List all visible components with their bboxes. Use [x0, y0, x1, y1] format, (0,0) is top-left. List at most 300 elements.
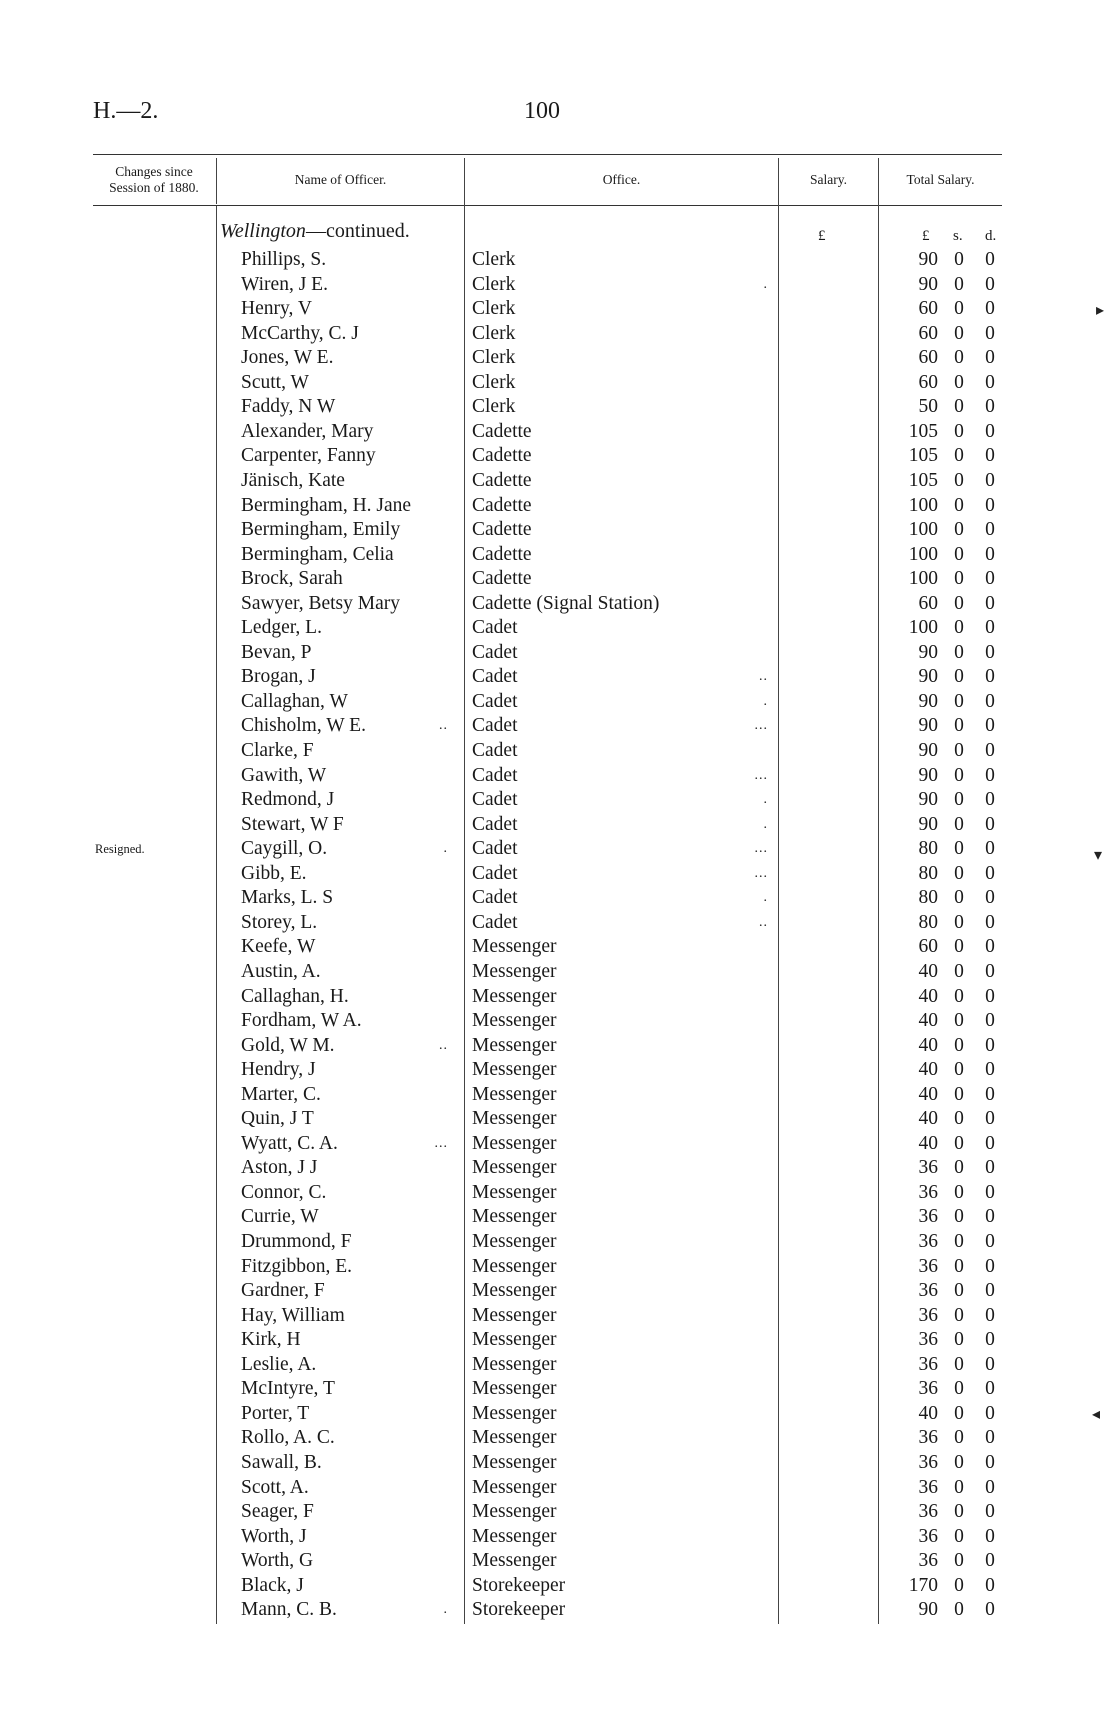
officer-name: Porter, T [241, 1402, 310, 1424]
office-title: Clerk [472, 347, 516, 369]
total-shillings: 0 [954, 862, 964, 884]
total-pounds: 40 [918, 1059, 938, 1081]
total-shillings: 0 [954, 911, 964, 933]
total-shillings: 0 [954, 273, 964, 295]
officer-name: McIntyre, T [241, 1378, 335, 1400]
total-pence: 0 [985, 641, 995, 663]
table-row [0, 1426, 1114, 1451]
margin-mark: ▸ [1096, 302, 1105, 319]
total-pounds: 36 [918, 1353, 938, 1375]
total-pence: 0 [985, 1501, 995, 1523]
officer-name: Bermingham, Celia [241, 543, 394, 565]
total-pounds: 36 [918, 1550, 938, 1572]
total-pence: 0 [985, 396, 995, 418]
section-heading [220, 220, 410, 243]
total-pounds: 40 [918, 960, 938, 982]
total-pence: 0 [985, 1402, 995, 1424]
office-title: Messenger [472, 1255, 557, 1277]
office-title: Messenger [472, 960, 557, 982]
officer-name: Chisholm, W E. [241, 715, 366, 737]
office-title: Storekeeper [472, 1574, 566, 1596]
total-shillings: 0 [954, 347, 964, 369]
total-pounds: 90 [918, 740, 938, 761]
total-pounds: 100 [908, 543, 938, 565]
office-title: Clerk [472, 298, 516, 320]
leader-dots: ... [754, 718, 768, 734]
total-pounds: 90 [918, 690, 938, 712]
total-shillings: 0 [954, 1501, 964, 1523]
total-pence: 0 [985, 1231, 995, 1252]
total-shillings: 0 [954, 1574, 964, 1596]
officer-name: Connor, C. [241, 1181, 327, 1203]
total-shillings: 0 [954, 789, 964, 811]
total-shillings: 0 [954, 1157, 964, 1179]
total-pence: 0 [985, 813, 995, 835]
leader-dots: ... [434, 1135, 448, 1151]
total-shillings: 0 [954, 1280, 964, 1302]
total-pence: 0 [985, 1157, 995, 1179]
office-title: Cadet [472, 740, 518, 761]
table-row [0, 494, 1114, 519]
office-title: Clerk [472, 322, 516, 344]
office-title: Cadette [472, 469, 532, 491]
total-pence: 0 [985, 887, 995, 909]
table-row [0, 788, 1114, 813]
officer-name: Fitzgibbon, E. [241, 1255, 353, 1277]
total-pounds: 90 [918, 764, 938, 786]
total-shillings: 0 [954, 1181, 964, 1203]
office-title: Messenger [472, 1034, 557, 1056]
total-pence: 0 [985, 298, 995, 320]
total-shillings: 0 [954, 838, 964, 860]
total-pence: 0 [985, 936, 995, 958]
office-title: Cadet [472, 690, 518, 712]
total-pounds: 90 [918, 273, 938, 295]
total-shillings: 0 [954, 1010, 964, 1032]
total-pounds: 36 [918, 1501, 938, 1523]
table-row [0, 813, 1114, 838]
total-shillings: 0 [954, 617, 964, 639]
table-row [0, 1525, 1114, 1550]
total-shillings: 0 [954, 764, 964, 786]
total-pence: 0 [985, 985, 995, 1007]
officer-name: Gibb, E. [241, 862, 307, 884]
office-title: Messenger [472, 1402, 557, 1424]
office-title: Messenger [472, 1501, 557, 1523]
total-pence: 0 [985, 1280, 995, 1302]
table-row [0, 592, 1114, 617]
office-title: Messenger [472, 1108, 557, 1130]
total-pounds: 40 [918, 985, 938, 1007]
total-shillings: 0 [954, 543, 964, 565]
leader-dots: ... [754, 767, 768, 783]
total-pounds: 40 [918, 1108, 938, 1130]
total-shillings: 0 [954, 1353, 964, 1375]
total-shillings: 0 [954, 1034, 964, 1056]
table-row [0, 1279, 1114, 1304]
total-unit-pence: d. [985, 228, 997, 244]
total-shillings: 0 [954, 592, 964, 614]
officer-name: Worth, J [241, 1525, 307, 1547]
table-row [0, 1598, 1114, 1623]
office-title: Clerk [472, 371, 516, 393]
table-row [0, 1083, 1114, 1108]
officer-name: Phillips, S. [241, 249, 327, 270]
officer-name: Fordham, W A. [241, 1010, 362, 1032]
total-pence: 0 [985, 911, 995, 933]
table-row [0, 935, 1114, 960]
total-shillings: 0 [954, 1132, 964, 1154]
office-title: Messenger [472, 1427, 557, 1449]
total-pence: 0 [985, 1353, 995, 1375]
leader-dots: . [443, 1602, 448, 1618]
total-shillings: 0 [954, 1427, 964, 1449]
total-pence: 0 [985, 249, 995, 270]
total-pounds: 40 [918, 1034, 938, 1056]
total-pounds: 36 [918, 1329, 938, 1351]
office-title: Messenger [472, 1353, 557, 1375]
total-pounds: 105 [908, 469, 938, 491]
office-title: Storekeeper [472, 1599, 566, 1621]
total-shillings: 0 [954, 445, 964, 467]
office-title: Messenger [472, 1059, 557, 1081]
total-pounds: 80 [918, 862, 938, 884]
officer-name: Alexander, Mary [241, 420, 374, 442]
total-pence: 0 [985, 838, 995, 860]
officer-name: Kirk, H [241, 1329, 301, 1351]
table-row [0, 1132, 1114, 1157]
leader-dots: . [763, 816, 768, 832]
office-title: Cadet [472, 887, 518, 909]
table-row [0, 1230, 1114, 1255]
total-shillings: 0 [954, 1402, 964, 1424]
total-pence: 0 [985, 273, 995, 295]
total-pounds: 170 [908, 1574, 938, 1596]
total-shillings: 0 [954, 322, 964, 344]
office-title: Messenger [472, 936, 557, 958]
office-title: Messenger [472, 1525, 557, 1547]
office-title: Cadet [472, 862, 518, 884]
total-shillings: 0 [954, 1108, 964, 1130]
table-row [0, 1353, 1114, 1378]
total-pounds: 36 [918, 1255, 938, 1277]
officer-name: Callaghan, W [241, 690, 348, 712]
officer-name: Bermingham, H. Jane [241, 494, 412, 516]
table-row [0, 518, 1114, 543]
total-shillings: 0 [954, 960, 964, 982]
leader-dots: . [763, 276, 768, 292]
table-row [0, 248, 1114, 273]
total-shillings: 0 [954, 813, 964, 835]
office-title: Messenger [472, 1206, 557, 1228]
total-pounds: 50 [918, 396, 938, 418]
total-pounds: 100 [908, 617, 938, 639]
officer-name: Leslie, A. [241, 1353, 317, 1375]
table-row [0, 1377, 1114, 1402]
office-title: Messenger [472, 1280, 557, 1302]
total-pence: 0 [985, 1550, 995, 1572]
office-title: Cadet [472, 715, 518, 737]
officer-name: Bermingham, Emily [241, 519, 401, 541]
table-row [0, 616, 1114, 641]
officer-name: Carpenter, Fanny [241, 445, 376, 467]
table-row [0, 567, 1114, 592]
total-shillings: 0 [954, 1059, 964, 1081]
total-shillings: 0 [954, 298, 964, 320]
officer-name: Marter, C. [241, 1083, 321, 1105]
table-row [0, 862, 1114, 887]
table-row [0, 739, 1114, 764]
document-reference: H.—2. [93, 98, 159, 124]
office-title: Cadet [472, 641, 518, 663]
table-row [0, 273, 1114, 298]
table-row [0, 1058, 1114, 1083]
officer-name: Black, J [241, 1574, 304, 1596]
office-title: Messenger [472, 985, 557, 1007]
officer-name: Storey, L. [241, 911, 318, 933]
total-shillings: 0 [954, 715, 964, 737]
total-pence: 0 [985, 1132, 995, 1154]
office-title: Cadette [472, 568, 532, 590]
officer-name: Rollo, A. C. [241, 1427, 335, 1449]
total-pence: 0 [985, 715, 995, 737]
total-pence: 0 [985, 322, 995, 344]
total-pounds: 36 [918, 1181, 938, 1203]
officer-name: Scott, A. [241, 1476, 309, 1498]
table-row [0, 911, 1114, 936]
total-pounds: 100 [908, 568, 938, 590]
table-row [0, 837, 1114, 862]
officer-name: Jones, W E. [241, 347, 334, 369]
total-pence: 0 [985, 1083, 995, 1105]
officer-name: Scutt, W [241, 371, 309, 393]
total-shillings: 0 [954, 690, 964, 712]
total-pence: 0 [985, 1476, 995, 1498]
salary-unit-pound: £ [818, 228, 826, 244]
total-pence: 0 [985, 740, 995, 761]
leader-dots: .. [439, 1037, 448, 1053]
total-pounds: 36 [918, 1378, 938, 1400]
office-title: Cadet [472, 789, 518, 811]
leader-dots: . [763, 792, 768, 808]
total-pounds: 36 [918, 1304, 938, 1326]
office-title: Cadette (Signal Station) [472, 592, 660, 614]
table-row [0, 714, 1114, 739]
officer-name: Mann, C. B. [241, 1599, 337, 1621]
total-shillings: 0 [954, 1599, 964, 1621]
officer-name: Caygill, O. [241, 838, 328, 860]
total-pounds: 100 [908, 494, 938, 516]
total-pounds: 100 [908, 519, 938, 541]
total-pence: 0 [985, 617, 995, 639]
office-title: Cadette [472, 494, 532, 516]
office-title: Messenger [472, 1157, 557, 1179]
total-shillings: 0 [954, 519, 964, 541]
office-title: Messenger [472, 1378, 557, 1400]
officer-name: Redmond, J [241, 789, 335, 811]
total-shillings: 0 [954, 1206, 964, 1228]
officer-name: Hay, William [241, 1304, 345, 1326]
officer-name: Keefe, W [241, 936, 316, 958]
total-shillings: 0 [954, 1451, 964, 1473]
total-shillings: 0 [954, 1476, 964, 1498]
leader-dots: .. [759, 669, 768, 685]
table-row [0, 395, 1114, 420]
table-row [0, 1402, 1114, 1427]
office-title: Cadet [472, 911, 518, 933]
table-row [0, 444, 1114, 469]
officer-name: Marks, L. S [241, 887, 334, 909]
total-pence: 0 [985, 1255, 995, 1277]
table-top-rule [93, 154, 1002, 155]
officer-name: Drummond, F [241, 1231, 352, 1252]
section-place: Wellington [220, 220, 306, 242]
total-pence: 0 [985, 543, 995, 565]
officer-name: Worth, G [241, 1550, 314, 1572]
officer-name: Hendry, J [241, 1059, 316, 1081]
total-pounds: 36 [918, 1451, 938, 1473]
total-pounds: 36 [918, 1206, 938, 1228]
office-title: Clerk [472, 273, 516, 295]
total-pounds: 105 [908, 420, 938, 442]
total-pence: 0 [985, 420, 995, 442]
table-row [0, 1549, 1114, 1574]
officer-name: Austin, A. [241, 960, 321, 982]
table-row [0, 1034, 1114, 1059]
office-title: Messenger [472, 1550, 557, 1572]
officer-name: McCarthy, C. J [241, 322, 359, 344]
office-title: Messenger [472, 1451, 557, 1473]
office-title: Messenger [472, 1476, 557, 1498]
total-shillings: 0 [954, 469, 964, 491]
office-title: Messenger [472, 1231, 557, 1252]
officer-name: Callaghan, H. [241, 985, 349, 1007]
officer-name: Wyatt, C. A. [241, 1132, 338, 1154]
total-pence: 0 [985, 1206, 995, 1228]
column-header-changes-line1: Changes since [115, 164, 193, 179]
officer-name: Jänisch, Kate [241, 469, 345, 491]
total-pounds: 40 [918, 1402, 938, 1424]
officer-name: Faddy, N W [241, 396, 336, 418]
total-pence: 0 [985, 592, 995, 614]
officer-name: Wiren, J E. [241, 273, 328, 295]
total-pence: 0 [985, 666, 995, 688]
total-pounds: 60 [918, 298, 938, 320]
total-pence: 0 [985, 764, 995, 786]
table-row [0, 1500, 1114, 1525]
leader-dots: . [763, 693, 768, 709]
change-note: Resigned. [95, 842, 145, 857]
table-row [0, 346, 1114, 371]
total-shillings: 0 [954, 1525, 964, 1547]
total-pounds: 90 [918, 1599, 938, 1621]
table-row [0, 886, 1114, 911]
table-row [0, 764, 1114, 789]
total-unit-shillings: s. [953, 228, 963, 244]
total-pounds: 90 [918, 249, 938, 270]
office-title: Cadet [472, 764, 518, 786]
officer-name: Ledger, L. [241, 617, 322, 639]
office-title: Messenger [472, 1083, 557, 1105]
table-row [0, 297, 1114, 322]
total-pounds: 90 [918, 813, 938, 835]
table-row [0, 1181, 1114, 1206]
total-pounds: 60 [918, 347, 938, 369]
table-row [0, 1107, 1114, 1132]
total-shillings: 0 [954, 1378, 964, 1400]
leader-dots: ... [754, 865, 768, 881]
total-pounds: 80 [918, 838, 938, 860]
table-row [0, 322, 1114, 347]
total-pounds: 40 [918, 1083, 938, 1105]
leader-dots: . [443, 841, 448, 857]
total-pence: 0 [985, 690, 995, 712]
total-pounds: 36 [918, 1427, 938, 1449]
total-pounds: 60 [918, 322, 938, 344]
total-pence: 0 [985, 568, 995, 590]
total-pence: 0 [985, 1574, 995, 1596]
total-pounds: 36 [918, 1231, 938, 1252]
total-shillings: 0 [954, 666, 964, 688]
column-header-salary: Salary. [810, 172, 847, 187]
total-pounds: 36 [918, 1476, 938, 1498]
officer-name: Brock, Sarah [241, 568, 343, 590]
total-shillings: 0 [954, 249, 964, 270]
officer-name: Sawyer, Betsy Mary [241, 592, 400, 614]
officer-name: Gardner, F [241, 1280, 325, 1302]
total-shillings: 0 [954, 1255, 964, 1277]
office-title: Cadette [472, 543, 532, 565]
total-pence: 0 [985, 1599, 995, 1621]
total-shillings: 0 [954, 985, 964, 1007]
leader-dots: .. [759, 914, 768, 930]
office-title: Messenger [472, 1329, 557, 1351]
officer-name: Gawith, W [241, 764, 327, 786]
officer-name: Brogan, J [241, 666, 316, 688]
page-number: 100 [524, 98, 560, 124]
total-pence: 0 [985, 862, 995, 884]
total-shillings: 0 [954, 396, 964, 418]
total-pounds: 90 [918, 789, 938, 811]
table-row [0, 665, 1114, 690]
total-shillings: 0 [954, 887, 964, 909]
total-pounds: 90 [918, 641, 938, 663]
total-pence: 0 [985, 1010, 995, 1032]
leader-dots: . [763, 890, 768, 906]
table-row [0, 690, 1114, 715]
total-shillings: 0 [954, 1550, 964, 1572]
office-title: Cadette [472, 445, 532, 467]
total-pence: 0 [985, 1181, 995, 1203]
total-pence: 0 [985, 1451, 995, 1473]
total-shillings: 0 [954, 740, 964, 761]
margin-mark: ◂ [1092, 1406, 1101, 1423]
office-title: Cadet [472, 617, 518, 639]
total-pounds: 90 [918, 715, 938, 737]
total-shillings: 0 [954, 1304, 964, 1326]
total-pence: 0 [985, 469, 995, 491]
table-row [0, 641, 1114, 666]
total-pounds: 105 [908, 445, 938, 467]
table-row [0, 1205, 1114, 1230]
officer-name: Currie, W [241, 1206, 319, 1228]
total-shillings: 0 [954, 936, 964, 958]
table-row [0, 1451, 1114, 1476]
table-row [0, 985, 1114, 1010]
officer-name: Seager, F [241, 1501, 314, 1523]
table-row [0, 1476, 1114, 1501]
total-pence: 0 [985, 1034, 995, 1056]
